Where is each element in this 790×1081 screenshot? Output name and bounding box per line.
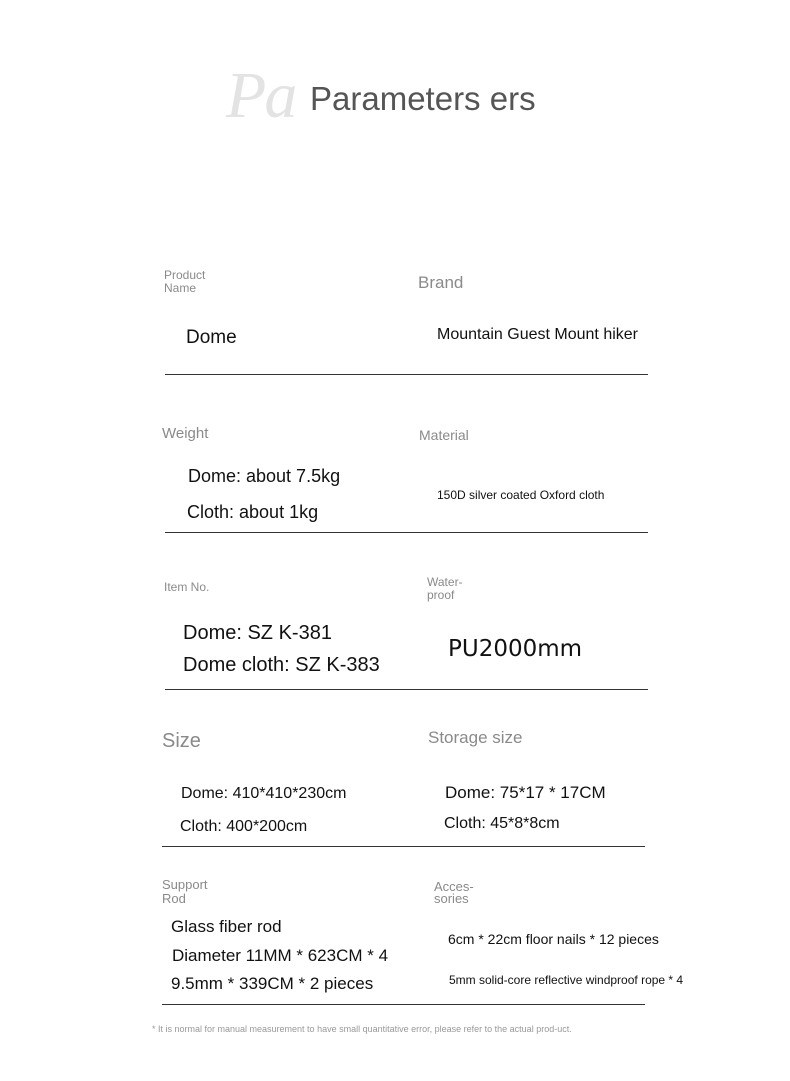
support-rod-value-small: 9.5mm * 339CM * 2 pieces (171, 974, 374, 993)
weight-value-cloth: Cloth: about 1kg (187, 502, 319, 522)
size-value-cloth: Cloth: 400*200cm (180, 818, 308, 835)
accessories-label: Acces- sories (434, 879, 474, 906)
storage-size-value-cloth: Cloth: 45*8*8cm (444, 815, 560, 832)
item-no-label: Item No. (164, 580, 210, 594)
brand-value: Mountain Guest Mount hiker (437, 326, 638, 343)
support-rod-value-diameter: Diameter 11MM * 623CM * 4 (172, 946, 389, 965)
weight-value-dome: Dome: about 7.5kg (188, 466, 341, 486)
product-name-value: Dome (186, 327, 237, 348)
item-no-value-dome: Dome: SZ K-381 (183, 622, 332, 644)
waterproof-value: PU2000mm (448, 636, 583, 662)
divider (165, 689, 648, 690)
material-value: 150D silver coated Oxford cloth (437, 488, 605, 502)
size-value-dome: Dome: 410*410*230cm (181, 785, 347, 802)
divider (165, 374, 648, 375)
storage-size-label: Storage size (428, 728, 523, 747)
size-label: Size (162, 730, 201, 752)
title-watermark: Pa (226, 59, 296, 132)
material-label: Material (419, 427, 469, 443)
support-rod-label: Support Rod (162, 877, 208, 906)
footnote: * It is normal for manual measurement to have small quantitative error, please refer to the actual prod-uct. (152, 1024, 572, 1034)
waterproof-label: Water- proof (427, 575, 463, 602)
page-title: Parameters ers (310, 80, 536, 117)
product-name-label: Product Name (164, 268, 206, 295)
accessories-value-nails: 6cm * 22cm floor nails * 12 pieces (448, 931, 659, 947)
storage-size-value-dome: Dome: 75*17 * 17CM (445, 783, 606, 802)
brand-label: Brand (418, 273, 464, 292)
support-rod-value-type: Glass fiber rod (171, 917, 282, 936)
item-no-value-cloth: Dome cloth: SZ K-383 (183, 654, 380, 676)
accessories-value-rope: 5mm solid-core reflective windproof rope * 4 (449, 973, 684, 987)
divider (165, 532, 648, 533)
weight-label: Weight (162, 425, 209, 442)
divider (162, 846, 645, 847)
divider (162, 1004, 645, 1005)
